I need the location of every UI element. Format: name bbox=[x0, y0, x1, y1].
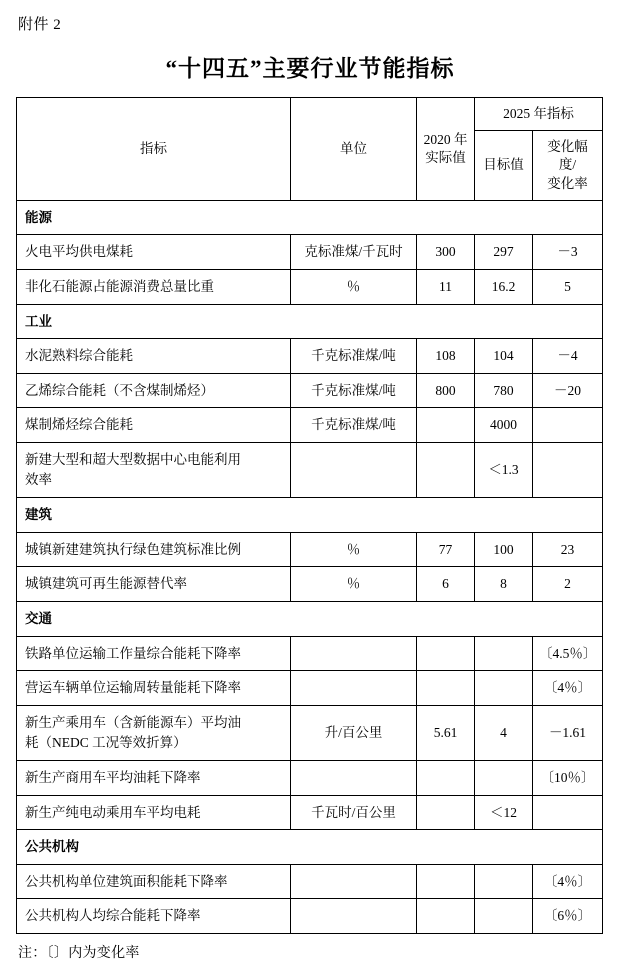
header-change-line2: 变化率 bbox=[547, 175, 588, 191]
row-unit: 千克标准煤/吨 bbox=[291, 339, 417, 374]
table-row bbox=[17, 408, 603, 443]
energy-indicator-table bbox=[16, 97, 603, 934]
page-title: “十四五”主要行业节能指标 bbox=[165, 56, 455, 81]
row-unit bbox=[291, 636, 417, 671]
table-row bbox=[17, 339, 603, 374]
row-value-2020 bbox=[417, 864, 475, 899]
attachment-label: 附件 2 bbox=[18, 17, 62, 33]
header-change-line1: 变化幅度/ bbox=[547, 139, 588, 173]
row-indicator-line1: 新建大型和超大型数据中心电能利用 bbox=[25, 451, 241, 467]
table-row bbox=[17, 373, 603, 408]
row-change: －20 bbox=[533, 373, 603, 408]
table-note: 注：〔〕内为变化率 bbox=[18, 946, 140, 961]
row-unit: 千克标准煤/吨 bbox=[291, 373, 417, 408]
row-change: －1.61 bbox=[533, 705, 603, 761]
header-group-2025-label: 2025 年指标 bbox=[503, 106, 574, 121]
row-value-2020 bbox=[417, 671, 475, 706]
header-change bbox=[533, 131, 603, 201]
group-cell-industry bbox=[17, 304, 603, 339]
row-unit: 升/百公里 bbox=[291, 705, 417, 761]
group-label-energy: 能源 bbox=[25, 209, 52, 225]
row-value-2020: 11 bbox=[417, 270, 475, 305]
table-group-row bbox=[17, 602, 603, 637]
row-unit: 千瓦时/百公里 bbox=[291, 795, 417, 830]
row-change: 23 bbox=[533, 532, 603, 567]
table-row bbox=[17, 567, 603, 602]
row-value-2020 bbox=[417, 636, 475, 671]
row-target: 16.2 bbox=[475, 270, 533, 305]
group-cell-energy bbox=[17, 200, 603, 235]
row-value-2020 bbox=[417, 899, 475, 934]
row-value-2020: 300 bbox=[417, 235, 475, 270]
row-change: 〔4％〕 bbox=[533, 864, 603, 899]
group-cell-building bbox=[17, 498, 603, 533]
header-value-2020 bbox=[417, 98, 475, 201]
row-indicator: 公共机构人均综合能耗下降率 bbox=[17, 899, 291, 934]
row-value-2020 bbox=[417, 795, 475, 830]
row-value-2020: 800 bbox=[417, 373, 475, 408]
row-change: 2 bbox=[533, 567, 603, 602]
table-row bbox=[17, 235, 603, 270]
row-unit: ％ bbox=[291, 567, 417, 602]
row-indicator: 城镇新建建筑执行绿色建筑标准比例 bbox=[17, 532, 291, 567]
row-indicator bbox=[17, 705, 291, 761]
group-label-public-institutions: 公共机构 bbox=[25, 839, 79, 855]
row-value-2020 bbox=[417, 408, 475, 443]
row-unit: 千克标准煤/吨 bbox=[291, 408, 417, 443]
row-value-2020: 77 bbox=[417, 532, 475, 567]
table-body bbox=[17, 200, 603, 933]
row-target: 8 bbox=[475, 567, 533, 602]
row-target: 104 bbox=[475, 339, 533, 374]
header-target-label: 目标值 bbox=[483, 157, 524, 173]
row-indicator: 新生产纯电动乘用车平均电耗 bbox=[17, 795, 291, 830]
row-change: 〔4％〕 bbox=[533, 671, 603, 706]
row-indicator-line1: 新生产乘用车（含新能源车）平均油 bbox=[25, 714, 241, 730]
table-row bbox=[17, 636, 603, 671]
row-unit bbox=[291, 864, 417, 899]
row-target bbox=[475, 671, 533, 706]
row-indicator: 煤制烯烃综合能耗 bbox=[17, 408, 291, 443]
row-unit: 克标准煤/千瓦时 bbox=[291, 235, 417, 270]
row-target: 780 bbox=[475, 373, 533, 408]
row-target bbox=[475, 761, 533, 796]
row-indicator: 水泥熟料综合能耗 bbox=[17, 339, 291, 374]
row-target bbox=[475, 899, 533, 934]
table-row bbox=[17, 795, 603, 830]
table-row bbox=[17, 442, 603, 498]
row-indicator: 公共机构单位建筑面积能耗下降率 bbox=[17, 864, 291, 899]
row-target: ＜1.3 bbox=[475, 442, 533, 498]
group-label-transport: 交通 bbox=[25, 611, 52, 626]
table-header-row-1 bbox=[17, 98, 603, 131]
row-indicator: 乙烯综合能耗（不含煤制烯烃） bbox=[17, 373, 291, 408]
row-indicator bbox=[17, 442, 291, 498]
row-indicator: 非化石能源占能源消费总量比重 bbox=[17, 270, 291, 305]
table-row bbox=[17, 899, 603, 934]
table-row bbox=[17, 864, 603, 899]
row-target: 4000 bbox=[475, 408, 533, 443]
row-value-2020 bbox=[417, 761, 475, 796]
header-target bbox=[475, 131, 533, 201]
row-indicator-line2: 效率 bbox=[25, 472, 52, 488]
table-group-row bbox=[17, 200, 603, 235]
row-change: 〔4.5％〕 bbox=[533, 636, 603, 671]
row-indicator: 营运车辆单位运输周转量能耗下降率 bbox=[17, 671, 291, 706]
group-label-building: 建筑 bbox=[25, 507, 52, 523]
header-unit-label: 单位 bbox=[340, 140, 367, 156]
row-target bbox=[475, 636, 533, 671]
row-target: 4 bbox=[475, 705, 533, 761]
row-indicator: 城镇建筑可再生能源替代率 bbox=[17, 567, 291, 602]
row-target: ＜12 bbox=[475, 795, 533, 830]
row-value-2020: 5.61 bbox=[417, 705, 475, 761]
header-indicator-label: 指标 bbox=[140, 140, 167, 156]
row-target: 297 bbox=[475, 235, 533, 270]
header-unit bbox=[291, 98, 417, 201]
row-value-2020: 6 bbox=[417, 567, 475, 602]
table-row bbox=[17, 270, 603, 305]
group-cell-public-institutions bbox=[17, 830, 603, 865]
row-change: 〔6％〕 bbox=[533, 899, 603, 934]
table-group-row bbox=[17, 304, 603, 339]
row-indicator: 铁路单位运输工作量综合能耗下降率 bbox=[17, 636, 291, 671]
row-change bbox=[533, 408, 603, 443]
table-row bbox=[17, 705, 603, 761]
row-unit: ％ bbox=[291, 532, 417, 567]
row-unit bbox=[291, 442, 417, 498]
table-row bbox=[17, 761, 603, 796]
header-group-2025 bbox=[475, 98, 603, 131]
row-change: 5 bbox=[533, 270, 603, 305]
table-group-row bbox=[17, 498, 603, 533]
row-unit: ％ bbox=[291, 270, 417, 305]
row-value-2020 bbox=[417, 442, 475, 498]
group-label-industry: 工业 bbox=[25, 313, 52, 329]
table-header bbox=[17, 98, 603, 201]
row-change bbox=[533, 795, 603, 830]
table-row bbox=[17, 532, 603, 567]
row-unit bbox=[291, 761, 417, 796]
row-indicator: 火电平均供电煤耗 bbox=[17, 235, 291, 270]
row-target: 100 bbox=[475, 532, 533, 567]
row-change: －4 bbox=[533, 339, 603, 374]
row-change: －3 bbox=[533, 235, 603, 270]
table-row bbox=[17, 671, 603, 706]
row-change bbox=[533, 442, 603, 498]
row-change: 〔10％〕 bbox=[533, 761, 603, 796]
header-value-2020-line2: 实际值 bbox=[425, 149, 466, 165]
header-indicator bbox=[17, 98, 291, 201]
group-cell-transport bbox=[17, 602, 603, 637]
row-indicator-line2: 耗（NEDC 工况等效折算） bbox=[25, 734, 187, 750]
row-value-2020: 108 bbox=[417, 339, 475, 374]
row-unit bbox=[291, 899, 417, 934]
row-indicator: 新生产商用车平均油耗下降率 bbox=[17, 761, 291, 796]
row-target bbox=[475, 864, 533, 899]
row-unit bbox=[291, 671, 417, 706]
table-group-row bbox=[17, 830, 603, 865]
header-value-2020-line1: 2020 年 bbox=[423, 131, 468, 147]
